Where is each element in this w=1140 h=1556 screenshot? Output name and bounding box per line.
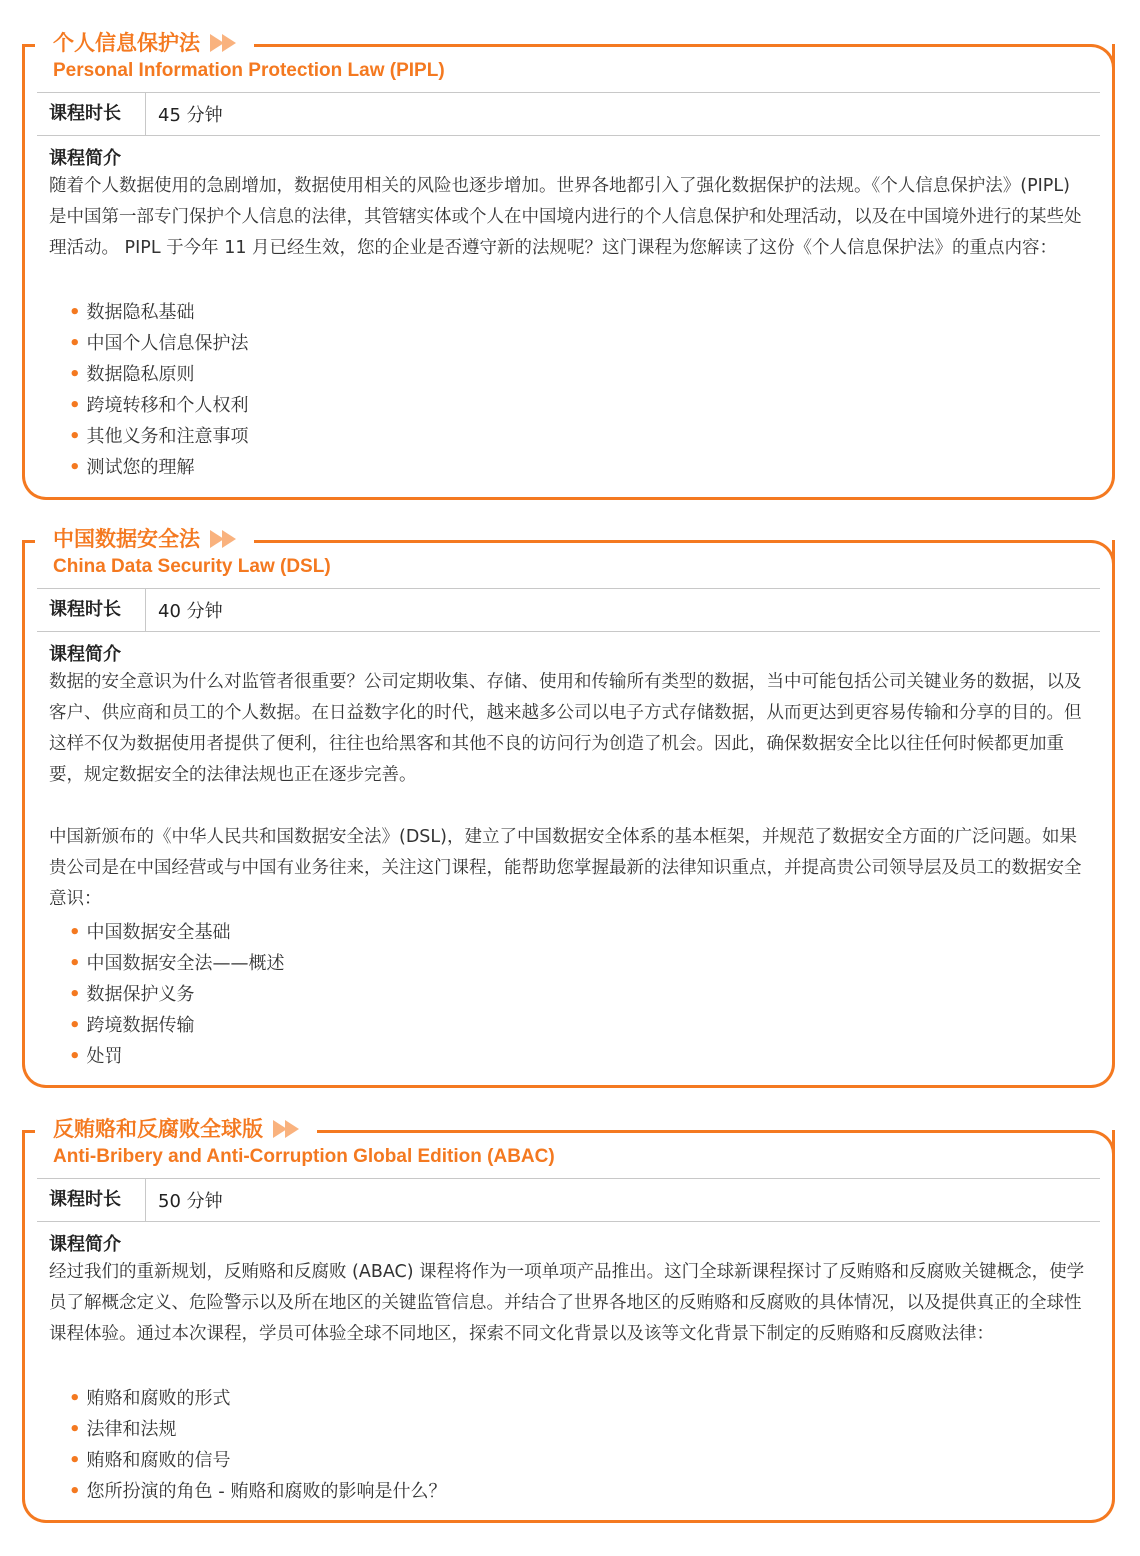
list-item: • 其他义务和注意事项 — [69, 426, 249, 447]
list-item: • 中国数据安全基础 — [69, 922, 231, 943]
duration-value: 40 分钟 — [158, 601, 223, 622]
double-arrow-icon — [210, 530, 236, 548]
course-title-en: Anti-Bribery and Anti-Corruption Global Edition (ABAC) — [53, 1146, 555, 1167]
intro-paragraph: 随着个人数据使用的急剧增加，数据使用相关的风险也逐步增加。世界各地都引入了强化数据保护的法规。《个人信息保护法》(PIPL) 是中国第一部专门保护个人信息的法律，其管辖实体或个人在中国境内进行的个人信息保护和处理活动，以及在中国境外进行的某些处理活动。 PIPL 于今年 11 月已经生效，您的企业是否遵守新的法规呢？这门课程为您解读了这份《个人信息保护法》的重点内容： — [49, 176, 1082, 258]
intro-label: 课程简介 — [49, 1234, 121, 1255]
list-item: • 中国个人信息保护法 — [69, 333, 249, 354]
topic-list — [69, 297, 249, 483]
double-arrow-icon — [210, 34, 236, 52]
list-item: • 贿赂和腐败的形式 — [69, 1388, 231, 1409]
list-item: • 数据保护义务 — [69, 984, 195, 1005]
course-title-zh: 个人信息保护法 — [53, 31, 200, 55]
duration-label: 课程时长 — [37, 93, 146, 135]
intro-label: 课程简介 — [49, 148, 121, 169]
intro-paragraph: 经过我们的重新规划，反贿赂和反腐败 (ABAC) 课程将作为一项单项产品推出。这门全球新课程探讨了反贿赂和反腐败关键概念，使学员了解概念定义、危险警示以及所在地区的关键监管信息。并结合了世界各地区的反贿赂和反腐败的具体情况，以及提供真正的全球性课程体验。通过本次课程，学员可体验全球不同地区，探索不同文化背景以及该等文化背景下制定的反贿赂和反腐败法律： — [49, 1262, 1085, 1344]
topic-list — [69, 917, 285, 1072]
double-arrow-icon — [273, 1120, 299, 1138]
duration-row — [37, 92, 1100, 136]
course-title-zh: 中国数据安全法 — [53, 527, 200, 551]
duration-label: 课程时长 — [37, 1179, 146, 1221]
duration-label: 课程时长 — [37, 589, 146, 631]
intro-paragraph: 中国新颁布的《中华人民共和国数据安全法》(DSL)，建立了中国数据安全体系的基本框架，并规范了数据安全方面的广泛问题。如果贵公司是在中国经营或与中国有业务往来，关注这门课程，能帮助您掌握最新的法律知识重点，并提高贵公司领导层及员工的数据安全意识： — [49, 827, 1082, 909]
intro-label: 课程简介 — [49, 644, 121, 665]
list-item: • 跨境数据传输 — [69, 1015, 195, 1036]
course-title-en: Personal Information Protection Law (PIPL) — [53, 60, 445, 81]
card-title-box — [35, 524, 254, 554]
duration-value: 50 分钟 — [158, 1191, 223, 1212]
card-title-box — [35, 1114, 317, 1144]
list-item: • 贿赂和腐败的信号 — [69, 1450, 231, 1471]
duration-value: 45 分钟 — [158, 105, 223, 126]
list-item: • 数据隐私基础 — [69, 302, 195, 323]
duration-row — [37, 588, 1100, 632]
list-item: • 跨境转移和个人权利 — [69, 395, 249, 416]
duration-row — [37, 1178, 1100, 1222]
card-title-box — [35, 28, 254, 58]
course-title-en: China Data Security Law (DSL) — [53, 556, 331, 577]
list-item: • 测试您的理解 — [69, 457, 195, 478]
list-item: • 您所扮演的角色 - 贿赂和腐败的影响是什么？ — [69, 1481, 447, 1502]
course-card-dsl — [22, 527, 1115, 1088]
course-title-zh: 反贿赂和反腐败全球版 — [53, 1117, 263, 1141]
list-item: • 数据隐私原则 — [69, 364, 195, 385]
list-item: • 处罚 — [69, 1046, 123, 1067]
list-item: • 中国数据安全法——概述 — [69, 953, 285, 974]
course-card-pipl — [22, 31, 1115, 500]
intro-paragraph: 数据的安全意识为什么对监管者很重要？公司定期收集、存储、使用和传输所有类型的数据，当中可能包括公司关键业务的数据，以及客户、供应商和员工的个人数据。在日益数字化的时代，越来越多公司以电子方式存储数据，从而更达到更容易传输和分享的目的。但这样不仅为数据使用者提供了便利，往往也给黑客和其他不良的访问行为创造了机会。因此，确保数据安全比以往任何时候都更加重要，规定数据安全的法律法规也正在逐步完善。 — [49, 672, 1082, 785]
list-item: • 法律和法规 — [69, 1419, 177, 1440]
topic-list — [69, 1383, 446, 1507]
course-card-abac — [22, 1117, 1115, 1523]
